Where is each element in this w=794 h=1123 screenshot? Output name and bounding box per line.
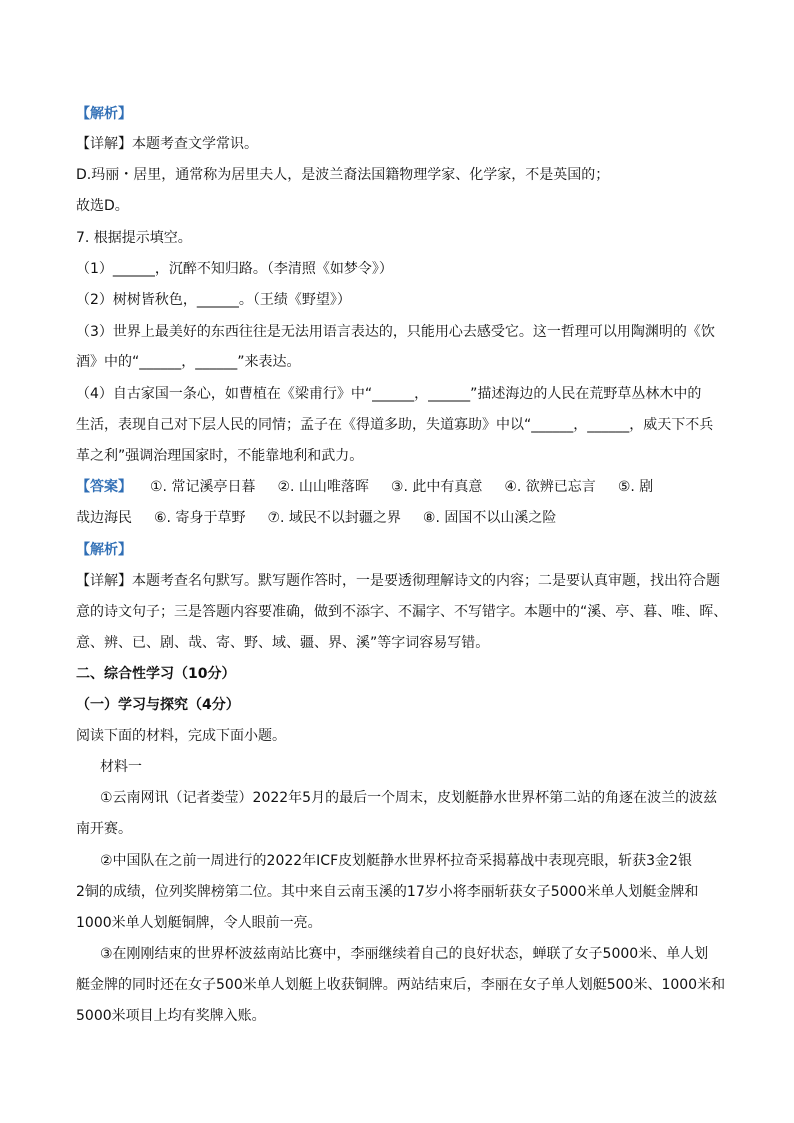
- material-paragraph-1-line-1: ①云南网讯（记者娄莹）2022年5月的最后一个周末，皮划艇静水世界杯第二站的角逐在波兰的波兹: [100, 790, 718, 806]
- analysis-tag: 【解析】: [76, 106, 132, 122]
- detail-paragraph-line-3: 意、辨、已、剧、哉、寄、野、域、疆、界、溪”等字词容易写错。: [76, 635, 490, 651]
- material-paragraph-3-line-2: 艇金牌的同时还在女子500米单人划艇上收获铜牌。两站结束后，李丽在女子单人划艇500米、1000米和: [76, 977, 726, 993]
- material-paragraph-2-line-1: ②中国队在之前一周进行的2022年ICF皮划艇静水世界杯拉奇采揭幕战中表现亮眼，斩获3金2银: [100, 853, 692, 869]
- answer-item: ②. 山山唯落晖: [277, 479, 369, 495]
- question-7-item-2: （2）树树皆秋色，______。（王绩《野望》）: [76, 292, 351, 308]
- answer-item: ⑦. 域民不以封疆之界: [267, 510, 401, 526]
- instruction: 阅读下面的材料，完成下面小题。: [76, 728, 286, 744]
- answer-item: ⑧. 固国不以山溪之险: [422, 510, 557, 526]
- part-2-heading: 二、综合性学习（10分）: [76, 666, 236, 682]
- question-7-item-4-line-2: 生活，表现自己对下层人民的同情；孟子在《得道多助，失道寡助》中以“______，______，威天下不兵: [76, 417, 714, 433]
- detail-tag: 【详解】: [76, 573, 132, 589]
- detail-text: 本题考查文学常识。: [132, 136, 258, 152]
- answer-item: 哉边海民: [76, 510, 132, 526]
- answer-item: ①. 常记溪亭日暮: [150, 479, 256, 495]
- material-paragraph-3-line-3: 5000米项目上均有奖牌入账。: [76, 1008, 266, 1024]
- answer-line-2: [76, 508, 718, 528]
- detail-paragraph: [76, 134, 718, 154]
- question-7-item-3-line-2: 酒》中的“______，______”来表达。: [76, 354, 301, 370]
- answer-item: ③. 此中有真意: [390, 479, 483, 495]
- question-7-item-1: （1）______，沉醉不知归路。（李清照《如梦令》）: [76, 261, 393, 277]
- material-paragraph-1-line-2: 南开赛。: [76, 821, 132, 837]
- answer-item: ⑤. 剧: [617, 479, 654, 495]
- answer-line-1: [76, 477, 718, 497]
- option-d-explanation: D.玛丽・居里，通常称为居里夫人，是波兰裔法国籍物理学家、化学家，不是英国的；: [76, 167, 610, 183]
- answer-tag: 【答案】: [76, 479, 132, 495]
- material-paragraph-3-line-1: ③在刚刚结束的世界杯波兹南站比赛中，李丽继续着自己的良好状态，蝉联了女子5000米、单人划: [100, 946, 709, 962]
- detail-text: 本题考查名句默写。默写题作答时，一是要透彻理解诗文的内容；二是要认真审题，找出符合题: [132, 573, 720, 589]
- analysis-tag: 【解析】: [76, 542, 132, 558]
- detail-tag: 【详解】: [76, 136, 132, 152]
- question-7-title: 7. 根据提示填空。: [76, 230, 192, 246]
- question-7-item-4-line-1: （4）自古家国一条心，如曹植在《梁甫行》中“______，______”描述海边的人民在荒野草丛林木中的: [76, 386, 702, 402]
- question-7-item-4-line-3: 革之利”强调治理国家时，不能靠地利和武力。: [76, 448, 364, 464]
- question-7-item-3-line-1: （3）世界上最美好的东西往往是无法用语言表达的，只能用心去感受它。这一哲理可以用陶渊明的《饮: [76, 324, 715, 340]
- material-paragraph-2-line-3: 1000米单人划艇铜牌，令人眼前一亮。: [76, 915, 322, 931]
- answer-item: ⑥. 寄身于草野: [154, 510, 246, 526]
- detail-paragraph-line-1: [76, 571, 718, 591]
- detail-paragraph-line-2: 意的诗文句子；三是答题内容要准确，做到不添字、不漏字、不写错字。本题中的“溪、亭、暮、唯、晖、: [76, 604, 728, 620]
- part-2-subheading: （一）学习与探究（4分）: [76, 697, 240, 713]
- conclusion: 故选D。: [76, 198, 129, 214]
- answer-item: ④. 欲辨已忘言: [504, 479, 596, 495]
- material-title: 材料一: [100, 759, 142, 775]
- material-paragraph-2-line-2: 2铜的成绩，位列奖牌榜第二位。其中来自云南玉溪的17岁小将李丽斩获女子5000米单人划艇金牌和: [76, 884, 699, 900]
